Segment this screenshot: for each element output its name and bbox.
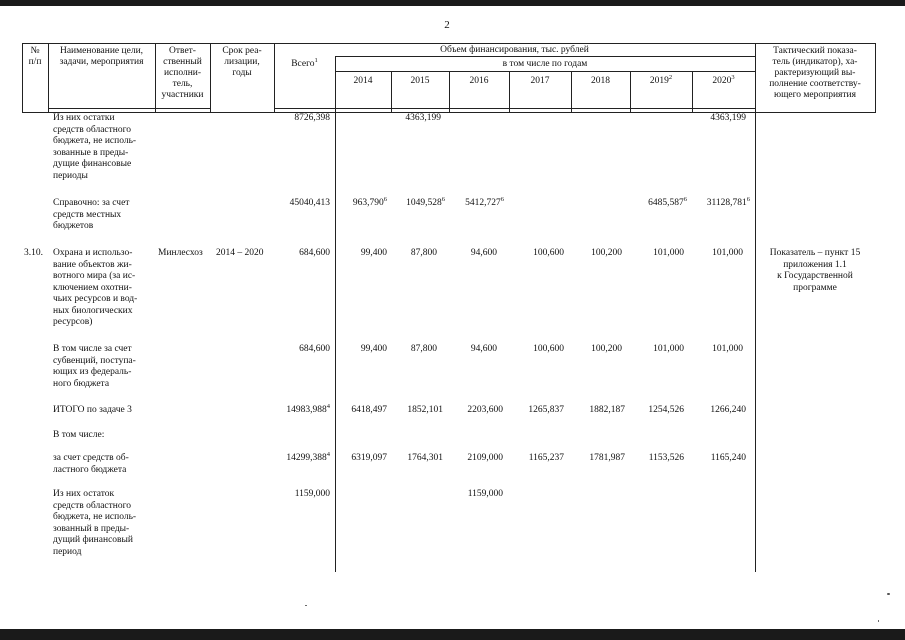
cell-footnote: 6 (683, 195, 687, 203)
header-by-years: в том числе по годам (502, 59, 588, 69)
cell-2016 (449, 344, 497, 356)
cell-2016 (449, 248, 497, 260)
header-no: № п/п (28, 46, 42, 67)
top-edge-band (0, 0, 905, 6)
header-year (509, 76, 571, 87)
cell-2020 (692, 113, 746, 125)
cell-value: 6485,587 (648, 198, 684, 208)
cell-value: 100,200 (591, 248, 622, 258)
cell-value: 684,600 (299, 248, 330, 258)
row-name: Из них остаток средств областного бюджета, не исполь- зованный в преды- дущий финансовый период (53, 489, 137, 557)
header-year (449, 76, 509, 87)
row-name: Справочно: за счет средств местных бюджетов (53, 198, 130, 231)
name-cell-bottom-rule (48, 108, 155, 109)
row-indicator: Показатель – пункт 15 приложения 1.1 к Государственной программе (769, 248, 861, 293)
header-year-footnote: 2 (668, 73, 673, 81)
cell-value: 99,400 (360, 248, 387, 258)
cell-value: 4363,199 (710, 113, 746, 123)
cell-value: 8726,398 (294, 113, 330, 123)
cell-2016 (449, 489, 503, 501)
cell-value: 1254,526 (648, 405, 684, 415)
row-term: 2014 – 2020 (216, 248, 264, 258)
cell-2015 (391, 248, 437, 260)
cell-value: 100,600 (533, 344, 564, 354)
header-year-label: 2019 (649, 76, 669, 86)
cell-value: 5412,727 (465, 198, 501, 208)
cell-2020 (692, 453, 746, 465)
header-year (335, 76, 391, 87)
header-year-label: 2020 (712, 76, 732, 86)
header-year (630, 73, 692, 87)
page-number: 2 (444, 19, 450, 31)
cell-value: 2109,000 (467, 453, 503, 463)
cell-value: 6319,097 (351, 453, 387, 463)
row-name: В том числе: (53, 430, 105, 440)
cell-value: 1266,240 (710, 405, 746, 415)
body-vrule (755, 112, 756, 572)
cell-2020 (692, 248, 743, 260)
cell-value: 1764,301 (407, 453, 443, 463)
row-responsible: Минлесхоз (158, 248, 203, 258)
cell-total (274, 248, 330, 260)
cell-value: 1265,837 (528, 405, 564, 415)
cell-value: 6418,497 (351, 405, 387, 415)
body-vrule (335, 112, 336, 572)
cell-footnote: 4 (326, 402, 330, 410)
header-year-label: 2014 (353, 76, 373, 86)
cell-footnote: 6 (441, 195, 445, 203)
header-year-footnote: 3 (731, 73, 735, 81)
header-year-label: 2016 (469, 76, 489, 86)
cell-2016 (449, 405, 503, 417)
cell-2019 (630, 405, 684, 417)
cell-value: 45040,413 (289, 198, 330, 208)
cell-2019 (630, 453, 684, 465)
cell-2016 (449, 453, 503, 465)
cell-2019 (630, 248, 684, 260)
cell-2017 (509, 405, 564, 417)
cell-2015 (391, 453, 443, 465)
header-year (391, 76, 449, 87)
header-total (274, 56, 335, 70)
scan-speck (305, 605, 307, 606)
header-years-rule (335, 56, 755, 57)
cell-total (274, 402, 330, 417)
cell-value: 1852,101 (407, 405, 443, 415)
header-year (692, 73, 755, 87)
cell-value: 1153,526 (648, 453, 684, 463)
header-responsible: Ответ- ственный исполни- тель, участники (161, 46, 204, 100)
header-top-rule (22, 43, 875, 44)
cell-value: 94,600 (470, 248, 497, 258)
header-year-label: 2015 (410, 76, 430, 86)
cell-2015 (391, 405, 443, 417)
cell-2015 (391, 344, 437, 356)
cell-2019 (630, 195, 687, 210)
header-total-footnote: 1 (314, 56, 318, 64)
cell-value: 1165,237 (528, 453, 564, 463)
cell-footnote: 6 (383, 195, 387, 203)
row-name: Из них остатки средств областного бюджета, не исполь- зованные в преды- дущие финансовые периоды (53, 113, 137, 181)
cell-value: 94,600 (470, 344, 497, 354)
header-year (571, 76, 630, 87)
cell-value: 100,200 (591, 344, 622, 354)
cell-total (274, 198, 330, 210)
cell-2014 (335, 453, 387, 465)
cell-value: 14983,988 (286, 405, 327, 415)
row-name: В том числе за счет субвенций, поступа- ющих из федераль- ного бюджета (53, 344, 136, 389)
cell-2017 (509, 344, 564, 356)
cell-value: 101,000 (653, 248, 684, 258)
scan-speck (887, 593, 890, 595)
header-year-label: 2018 (591, 76, 610, 86)
cell-footnote: 6 (500, 195, 504, 203)
cell-2014 (335, 405, 387, 417)
cell-footnote: 6 (746, 195, 750, 203)
bottom-edge-band (0, 629, 905, 640)
cell-value: 101,000 (653, 344, 684, 354)
cell-2019 (630, 344, 684, 356)
cell-total (274, 450, 330, 465)
cell-value: 1159,000 (467, 489, 503, 499)
scan-speck (878, 620, 879, 622)
cell-2018 (571, 405, 625, 417)
cell-total (274, 113, 330, 125)
cell-2015 (391, 113, 441, 125)
cell-value: 101,000 (712, 344, 743, 354)
cell-value: 101,000 (712, 248, 743, 258)
total-cell-bottom-rule (274, 108, 335, 109)
row-name: за счет средств об- ластного бюджета (53, 453, 129, 475)
cell-total (274, 489, 330, 501)
cell-2020 (692, 344, 743, 356)
cell-2018 (571, 453, 625, 465)
cell-2017 (509, 453, 564, 465)
cell-value: 31128,781 (706, 198, 747, 208)
cell-2014 (335, 344, 387, 356)
cell-value: 963,790 (352, 198, 384, 208)
header-term: Срок реа- лизации, годы (222, 46, 262, 78)
cell-value: 1049,528 (406, 198, 442, 208)
cell-value: 87,800 (410, 248, 437, 258)
cell-value: 4363,199 (405, 113, 441, 123)
cell-2014 (335, 248, 387, 260)
cell-value: 14299,388 (286, 453, 327, 463)
cell-value: 100,600 (533, 248, 564, 258)
cell-value: 2203,600 (467, 405, 503, 415)
cell-2014 (335, 195, 387, 210)
cell-2016 (449, 195, 504, 210)
row-name: ИТОГО по задаче 3 (53, 405, 132, 415)
cell-value: 87,800 (410, 344, 437, 354)
header-total-label: Всего (291, 59, 315, 69)
header-year-label: 2017 (530, 76, 550, 86)
cell-2015 (391, 195, 445, 210)
cell-footnote: 4 (326, 450, 330, 458)
cell-value: 684,600 (299, 344, 330, 354)
row-name: Охрана и использо- вание объектов жи- вотного мира (за ис- ключением охотни- чьих ресурсов и вод- ных биологических ресурсов) (53, 248, 138, 327)
cell-value: 1165,240 (710, 453, 746, 463)
cell-2018 (571, 248, 622, 260)
cell-value: 1781,987 (589, 453, 625, 463)
cell-2020 (692, 405, 746, 417)
resp-cell-bottom-rule (155, 108, 210, 109)
cell-value: 99,400 (360, 344, 387, 354)
cell-total (274, 344, 330, 356)
header-vrule (875, 43, 876, 113)
cell-value: 1882,187 (589, 405, 625, 415)
cell-value: 1159,000 (294, 489, 330, 499)
header-indicator: Тактический показа- тель (индикатор), ха- рактеризующий вы- полнение соответству- ющего мероприятия (769, 46, 861, 100)
cell-2020 (692, 195, 750, 210)
row-number: 3.10. (24, 248, 43, 258)
header-name: Наименование цели, задачи, мероприятия (59, 46, 144, 67)
header-funding: Объем финансирования, тыс. рублей (440, 45, 589, 55)
cell-2018 (571, 344, 622, 356)
cell-2017 (509, 248, 564, 260)
